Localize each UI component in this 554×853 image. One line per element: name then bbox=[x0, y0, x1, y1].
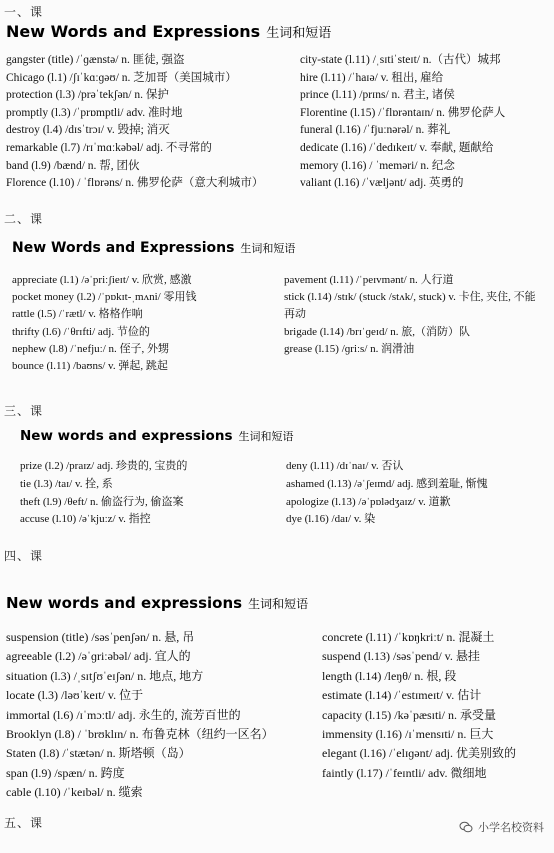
vocab-entry: ashamed (l.13) /əˈʃeɪmd/ adj. 感到羞耻, 惭愧 bbox=[286, 477, 488, 490]
vocab-entry: valiant (l.16) /ˈvæljənt/ adj. 英勇的 bbox=[300, 177, 464, 190]
lesson-3-right-column bbox=[286, 458, 548, 529]
vocab-entry: accuse (l.10) /əˈkjuːz/ v. 指控 bbox=[20, 513, 151, 526]
lesson-1-label: 一、课 bbox=[4, 5, 44, 19]
vocab-entry: length (l.14) /leŋθ/ n. 根, 段 bbox=[322, 668, 457, 683]
vocab-entry: rattle (l.5) /ˈrætl/ v. 格格作响 bbox=[12, 308, 143, 321]
watermark bbox=[459, 819, 544, 835]
vocab-entry: thrifty (l.6) /ˈθrɪfti/ adj. 节俭的 bbox=[12, 325, 150, 338]
vocab-entry: apologize (l.13) /əˈpɒlədʒaɪz/ v. 道歉 bbox=[286, 495, 451, 508]
lesson-1-right-column bbox=[300, 52, 550, 193]
vocab-entry: capacity (l.15) /kəˈpæsɪti/ n. 承受量 bbox=[322, 707, 496, 722]
vocab-entry: city-state (l.11) /ˌsɪtiˈsteɪt/ n.（古代）城邦 bbox=[300, 54, 501, 66]
vocab-entry: pavement (l.11) /ˈpeɪvmənt/ n. 人行道 bbox=[284, 274, 454, 286]
lesson-2-label: 二、课 bbox=[4, 212, 44, 226]
vocab-entry: tie (l.3) /taɪ/ v. 拴, 系 bbox=[20, 477, 113, 490]
vocab-entry: cable (l.10) /ˈkeɪbəl/ n. 缆索 bbox=[6, 785, 143, 800]
vocab-entry: pocket money (l.2) /ˈpɒkɪt-ˌmʌni/ 零用钱 bbox=[12, 291, 197, 304]
vocab-entry: locate (l.3) /ləʊˈkeɪt/ v. 位于 bbox=[6, 688, 144, 703]
vocab-entry: prize (l.2) /praɪz/ adj. 珍贵的, 宝贵的 bbox=[20, 460, 188, 472]
vocab-entry: suspend (l.13) /səsˈpend/ v. 悬挂 bbox=[322, 649, 480, 664]
vocab-entry: bounce (l.11) /baʊns/ v. 弹起, 跳起 bbox=[12, 360, 168, 373]
vocab-entry: estimate (l.14) /ˈestɪmeɪt/ v. 估计 bbox=[322, 688, 482, 703]
vocab-entry: concrete (l.11) /ˈkɒŋkriːt/ n. 混凝土 bbox=[322, 630, 495, 644]
lesson-1-title-zh: 生词和短语 bbox=[266, 26, 332, 41]
vocab-entry: immortal (l.6) /ɪˈmɔːtl/ adj. 永生的, 流芳百世的 bbox=[6, 707, 241, 722]
lesson-3-label: 三、课 bbox=[4, 404, 44, 418]
vocab-entry: elegant (l.16) /ˈelɪɡənt/ adj. 优美别致的 bbox=[322, 746, 516, 761]
vocab-entry: gangster (title) /ˈɡænstə/ n. 匪徒, 强盗 bbox=[6, 54, 185, 66]
vocab-entry: stick (l.14) /stɪk/ (stuck /stʌk/, stuck) v. 卡住, 夹住, 不能再动 bbox=[284, 291, 536, 321]
vocab-entry: Chicago (l.1) /ʃɪˈkɑːɡəʊ/ n. 芝加哥（美国城市） bbox=[6, 71, 237, 84]
vocab-entry: appreciate (l.1) /əˈpriːʃieɪt/ v. 欣赏, 感激 bbox=[12, 274, 192, 286]
vocab-entry: Florentine (l.15) /ˈflɒrəntaɪn/ n. 佛罗伦萨人 bbox=[300, 106, 506, 119]
vocab-entry: funeral (l.16) /ˈfjuːnərəl/ n. 葬礼 bbox=[300, 124, 451, 137]
vocab-entry: Brooklyn (l.8) / ˈbrʊklɪn/ n. 布鲁克林（纽约一区名） bbox=[6, 727, 274, 742]
lesson-4-title bbox=[6, 594, 308, 612]
lesson-4-left-column bbox=[6, 628, 316, 803]
vocab-entry: remarkable (l.7) /rɪˈmɑːkəbəl/ adj. 不寻常的 bbox=[6, 141, 212, 154]
lesson-3-title-zh: 生词和短语 bbox=[238, 430, 294, 443]
vocab-entry: destroy (l.4) /dɪsˈtrɔɪ/ v. 毁掉; 消灭 bbox=[6, 124, 170, 137]
vocab-entry: grease (l.15) /ɡriːs/ n. 润滑油 bbox=[284, 342, 415, 355]
chat-bubble-icon bbox=[459, 820, 473, 834]
vocab-entry: protection (l.3) /prəˈtekʃən/ n. 保护 bbox=[6, 89, 169, 102]
lesson-3-left-column bbox=[20, 458, 280, 529]
lesson-2-right-column bbox=[284, 272, 546, 358]
lesson-3-title bbox=[20, 428, 293, 444]
vocab-entry: deny (l.11) /dɪˈnaɪ/ v. 否认 bbox=[286, 460, 404, 472]
lesson-4-right-column bbox=[322, 628, 552, 783]
lesson-4-title-en: New words and expressions bbox=[6, 594, 243, 612]
lesson-4-title-zh: 生词和短语 bbox=[248, 597, 309, 611]
vocab-entry: promptly (l.3) /ˈprɒmptli/ adv. 准时地 bbox=[6, 106, 183, 119]
watermark-text: 小学名校资料 bbox=[478, 821, 544, 834]
vocab-entry: immensity (l.16) /ɪˈmensɪti/ n. 巨大 bbox=[322, 727, 494, 742]
lesson-2-title-zh: 生词和短语 bbox=[240, 242, 296, 255]
lesson-4-label: 四、课 bbox=[4, 549, 44, 563]
vocab-entry: nephew (l.8) /ˈnefjuː/ n. 侄子, 外甥 bbox=[12, 342, 170, 355]
vocab-entry: Staten (l.8) /ˈstætən/ n. 斯塔顿（岛） bbox=[6, 746, 191, 761]
vocab-entry: dedicate (l.16) /ˈdedɪkeɪt/ v. 奉献, 题献给 bbox=[300, 141, 494, 154]
lesson-1-left-column bbox=[6, 52, 296, 193]
vocab-entry: memory (l.16) / ˈmeməri/ n. 纪念 bbox=[300, 159, 455, 172]
lesson-1-title bbox=[6, 22, 331, 41]
vocab-entry: Florence (l.10) / ˈflɒrəns/ n. 佛罗伦萨（意大利城市） bbox=[6, 177, 264, 190]
vocab-entry: situation (l.3) /ˌsɪtʃʊˈeɪʃən/ n. 地点, 地方 bbox=[6, 668, 204, 683]
lesson-2-left-column bbox=[12, 272, 274, 375]
vocab-entry: faintly (l.17) /ˈfeɪntli/ adv. 微细地 bbox=[322, 765, 487, 780]
lesson-1-title-en: New Words and Expressions bbox=[6, 22, 261, 41]
lesson-2-title-en: New Words and Expressions bbox=[12, 240, 235, 256]
lesson-2-title bbox=[12, 240, 295, 256]
lesson-5-label: 五、课 bbox=[4, 816, 44, 830]
vocab-entry: brigade (l.14) /brɪˈɡeɪd/ n. 旅,（消防）队 bbox=[284, 325, 471, 338]
lesson-3-title-en: New words and expressions bbox=[20, 428, 233, 444]
vocab-entry: hire (l.11) /ˈhaɪə/ v. 租出, 雇给 bbox=[300, 71, 444, 84]
vocab-entry: theft (l.9) /θeft/ n. 偷盗行为, 偷盗案 bbox=[20, 495, 184, 508]
vocab-entry: prince (l.11) /prɪns/ n. 君主, 诸侯 bbox=[300, 89, 455, 102]
vocab-entry: agreeable (l.2) /əˈɡriːəbəl/ adj. 宜人的 bbox=[6, 649, 191, 664]
vocab-entry: suspension (title) /səsˈpenʃən/ n. 悬, 吊 bbox=[6, 630, 195, 644]
vocab-entry: span (l.9) /spæn/ n. 跨度 bbox=[6, 765, 125, 780]
vocab-entry: dye (l.16) /daɪ/ v. 染 bbox=[286, 513, 376, 526]
vocab-entry: band (l.9) /bænd/ n. 帮, 团伙 bbox=[6, 159, 140, 172]
